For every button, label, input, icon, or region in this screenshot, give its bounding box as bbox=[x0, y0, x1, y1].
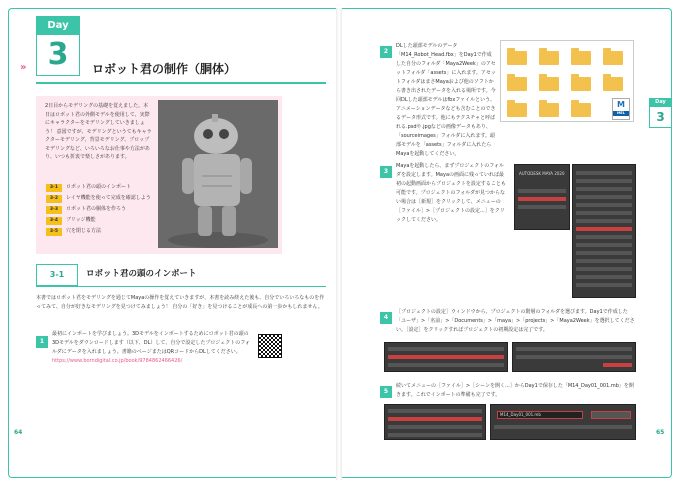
ui-row bbox=[388, 433, 482, 437]
menu-item bbox=[576, 171, 632, 175]
step-5-text: 続いてメニューの［ファイル］>［シーンを開く...］からDay1で保存した「M14_Day01_001.mb」を開きます。これでインポートの準備も完了です。 bbox=[396, 383, 634, 398]
intro-panel bbox=[36, 96, 282, 254]
toc-item[interactable] bbox=[46, 226, 151, 237]
step-4-badge: 4 bbox=[380, 312, 392, 324]
ui-row bbox=[516, 347, 632, 351]
ui-row bbox=[388, 347, 504, 351]
toc-item-number: 3-5 bbox=[46, 228, 62, 236]
open-scene-menu-screenshot bbox=[384, 404, 486, 440]
toc-item-text: ブリッジ機能 bbox=[66, 216, 96, 223]
menu-item bbox=[576, 251, 632, 255]
menu-item bbox=[576, 283, 632, 287]
chevrons-icon: » bbox=[20, 62, 27, 73]
qr-code-icon[interactable] bbox=[258, 334, 282, 358]
menu-item bbox=[576, 267, 632, 271]
folder-icon[interactable] bbox=[571, 77, 591, 91]
folder-icon[interactable] bbox=[603, 51, 623, 65]
toc-item[interactable] bbox=[46, 215, 151, 226]
folder-icon[interactable] bbox=[539, 77, 559, 91]
step-4-text: ［プロジェクトの設定］ウィンドウから、プロジェクトの階層のフォルダを選びます。Day1で作成した「ユーザ」>「名前」>「Documents」>「maya」>「projects」>「Maya2Week」を選択してください。［設定］をクリックすればプロジェクトの初期設定は完了です。 bbox=[396, 309, 635, 333]
menu-item bbox=[576, 275, 632, 279]
toc-item-number: 3-2 bbox=[46, 195, 62, 203]
toc-item-text: ロボット君の胴体を作ろう bbox=[66, 205, 127, 212]
set-button-highlight bbox=[603, 363, 632, 367]
menu-item bbox=[576, 259, 632, 263]
toc-item-number: 3-3 bbox=[46, 206, 62, 214]
menu-item bbox=[576, 203, 632, 207]
ui-row bbox=[388, 409, 482, 413]
day-side-tab-number: 3 bbox=[656, 109, 665, 124]
day-badge-number: 3 bbox=[47, 37, 69, 72]
day-badge bbox=[36, 16, 80, 76]
title-divider bbox=[36, 82, 326, 84]
project-window-screenshot bbox=[384, 342, 508, 372]
toc-item-number: 3-1 bbox=[46, 184, 62, 192]
menu-item bbox=[576, 195, 632, 199]
step-1-badge: 1 bbox=[36, 336, 48, 348]
menu-item bbox=[576, 187, 632, 191]
intro-text: 2日目からモデリングの基礎を覚えました。本日はロボット君の外側モデルを使用して、実際にキャラクターをモデリングしていきましょう！ 意図ですが、モデリングというてもキャラクターモデリング、背景モデリング、プロップモデリングなど、いろいろなお仕事や方法があり、いつも折衷で楽しさがあります。 bbox=[45, 103, 152, 160]
maya-file-menu-screenshot bbox=[572, 164, 636, 298]
toc-item[interactable] bbox=[46, 182, 151, 193]
folder-icon[interactable] bbox=[539, 51, 559, 65]
book-gutter bbox=[336, 8, 342, 480]
day-side-tab bbox=[649, 98, 671, 128]
maya-file-letter: M bbox=[617, 100, 625, 109]
step-1-text bbox=[52, 330, 252, 366]
toc-item[interactable] bbox=[46, 193, 151, 204]
chapter-toc bbox=[46, 182, 151, 237]
robot-illustration bbox=[158, 100, 278, 248]
chapter-title: ロボット君の制作（胴体） bbox=[92, 62, 237, 76]
book-url-link[interactable]: https://www.borndigital.co.jp/book/9784862466426/ bbox=[52, 358, 183, 364]
menu-item-highlight bbox=[576, 227, 632, 231]
ui-row bbox=[388, 425, 482, 429]
toc-item[interactable] bbox=[46, 204, 151, 215]
step-2-text: DLした頭部モデルのデータ「M14_Robot_Head.fbx」をDay1で作成した自分のフォルダ「Maya2Week」のアセットフォルダ「assets」に入れます。アセットフォルダはまさMayaおよび他のソフトから書き出されたデータを入れる場所です。今回DLした頭部モデルはfbxファイルという、アニメーションデータなども含むことのできるデータ形式です。他にもテクスチャと呼ばれる.psdや.jpgなどの画像データもあり、「sourceimages」フォルダに入れます。頭部モデルを「assets」フォルダに入れたらMayaを起動してください。 bbox=[396, 43, 496, 157]
section-divider bbox=[36, 286, 326, 287]
toc-item-text: ロボット君の頭のインポート bbox=[66, 183, 132, 190]
page-number-right: 65 bbox=[656, 429, 665, 436]
folder-icon[interactable] bbox=[507, 51, 527, 65]
folder-icon[interactable] bbox=[571, 51, 591, 65]
folder-icon[interactable] bbox=[539, 103, 559, 117]
ui-row bbox=[518, 189, 566, 193]
maya-file-icon[interactable] bbox=[612, 98, 630, 120]
toc-item-text: レイヤ機能を使って完成を確認しよう bbox=[66, 194, 151, 201]
robot-render-image bbox=[158, 100, 278, 248]
folder-icon[interactable] bbox=[571, 103, 591, 117]
menu-item bbox=[576, 211, 632, 215]
ui-row bbox=[388, 363, 504, 367]
folder-icon[interactable] bbox=[507, 103, 527, 117]
section-title: ロボット君の頭のインポート bbox=[86, 269, 197, 279]
ui-row bbox=[516, 355, 632, 359]
folder-icon[interactable] bbox=[603, 77, 623, 91]
open-button[interactable] bbox=[591, 411, 631, 419]
project-set-screenshot bbox=[512, 342, 636, 372]
day-side-tab-label: Day bbox=[650, 99, 671, 107]
step-5-badge: 5 bbox=[380, 386, 392, 398]
menu-item bbox=[576, 219, 632, 223]
day-badge-label: Day bbox=[37, 16, 79, 35]
step-2-badge: 2 bbox=[380, 46, 392, 58]
ui-row bbox=[494, 425, 632, 429]
maya-splash-title: AUTODESK MAYA 2020 bbox=[519, 171, 565, 176]
toc-item-text: 穴を閉じる方法 bbox=[66, 227, 102, 234]
ui-row-highlight bbox=[388, 417, 482, 421]
menu-item bbox=[576, 179, 632, 183]
ui-row-highlight bbox=[388, 355, 504, 359]
step-3-text: Mayaを起動したら、まずプロジェクトのフォルダを設定します。Mayaの画面に残っていれば最初の起動画面からプロジェクトを設定することも可能です。プロジェクトのフォルダが見つからない場合は［新規］をクリックして、メニューの［ファイル］>［プロジェクトの設定...］をクリックしてください。 bbox=[396, 163, 506, 223]
menu-item bbox=[576, 235, 632, 239]
step-3-badge: 3 bbox=[380, 166, 392, 178]
folder-icon[interactable] bbox=[507, 77, 527, 91]
toc-item-number: 3-4 bbox=[46, 217, 62, 225]
maya-file-tag: MEL bbox=[613, 111, 629, 116]
step-1-body: 最初にインポートを学びましょう。3Dモデルをインポートするためにロボット君の頭の3Dモデルをダウンロードします（以下、DL）して、自分で設定したプロジェクトのフォルダにデータを入れましょう。書籍のページまたはQRコードからDLしてください。 bbox=[52, 331, 250, 355]
ui-row-highlight bbox=[518, 197, 566, 201]
section-number-box: 3-1 bbox=[36, 264, 78, 286]
section-body-text: 本書ではロボット君をモデリングを通じてMayaの操作を覚えていきますが、本書を読み終えた後も、自分でいろいろなものを作ってみて、自分が好きなモデリングを見つけてみましょう！ 自分の「好き」を見つけることが成長への第一歩かもしれません。 bbox=[36, 295, 325, 310]
menu-item bbox=[576, 243, 632, 247]
page-number-left: 64 bbox=[14, 429, 23, 436]
ui-row bbox=[518, 205, 566, 209]
file-name-field[interactable]: M14_Day01_001.mb bbox=[497, 411, 583, 419]
open-file-dialog-screenshot bbox=[490, 404, 636, 440]
maya-splash-screenshot bbox=[514, 164, 570, 230]
